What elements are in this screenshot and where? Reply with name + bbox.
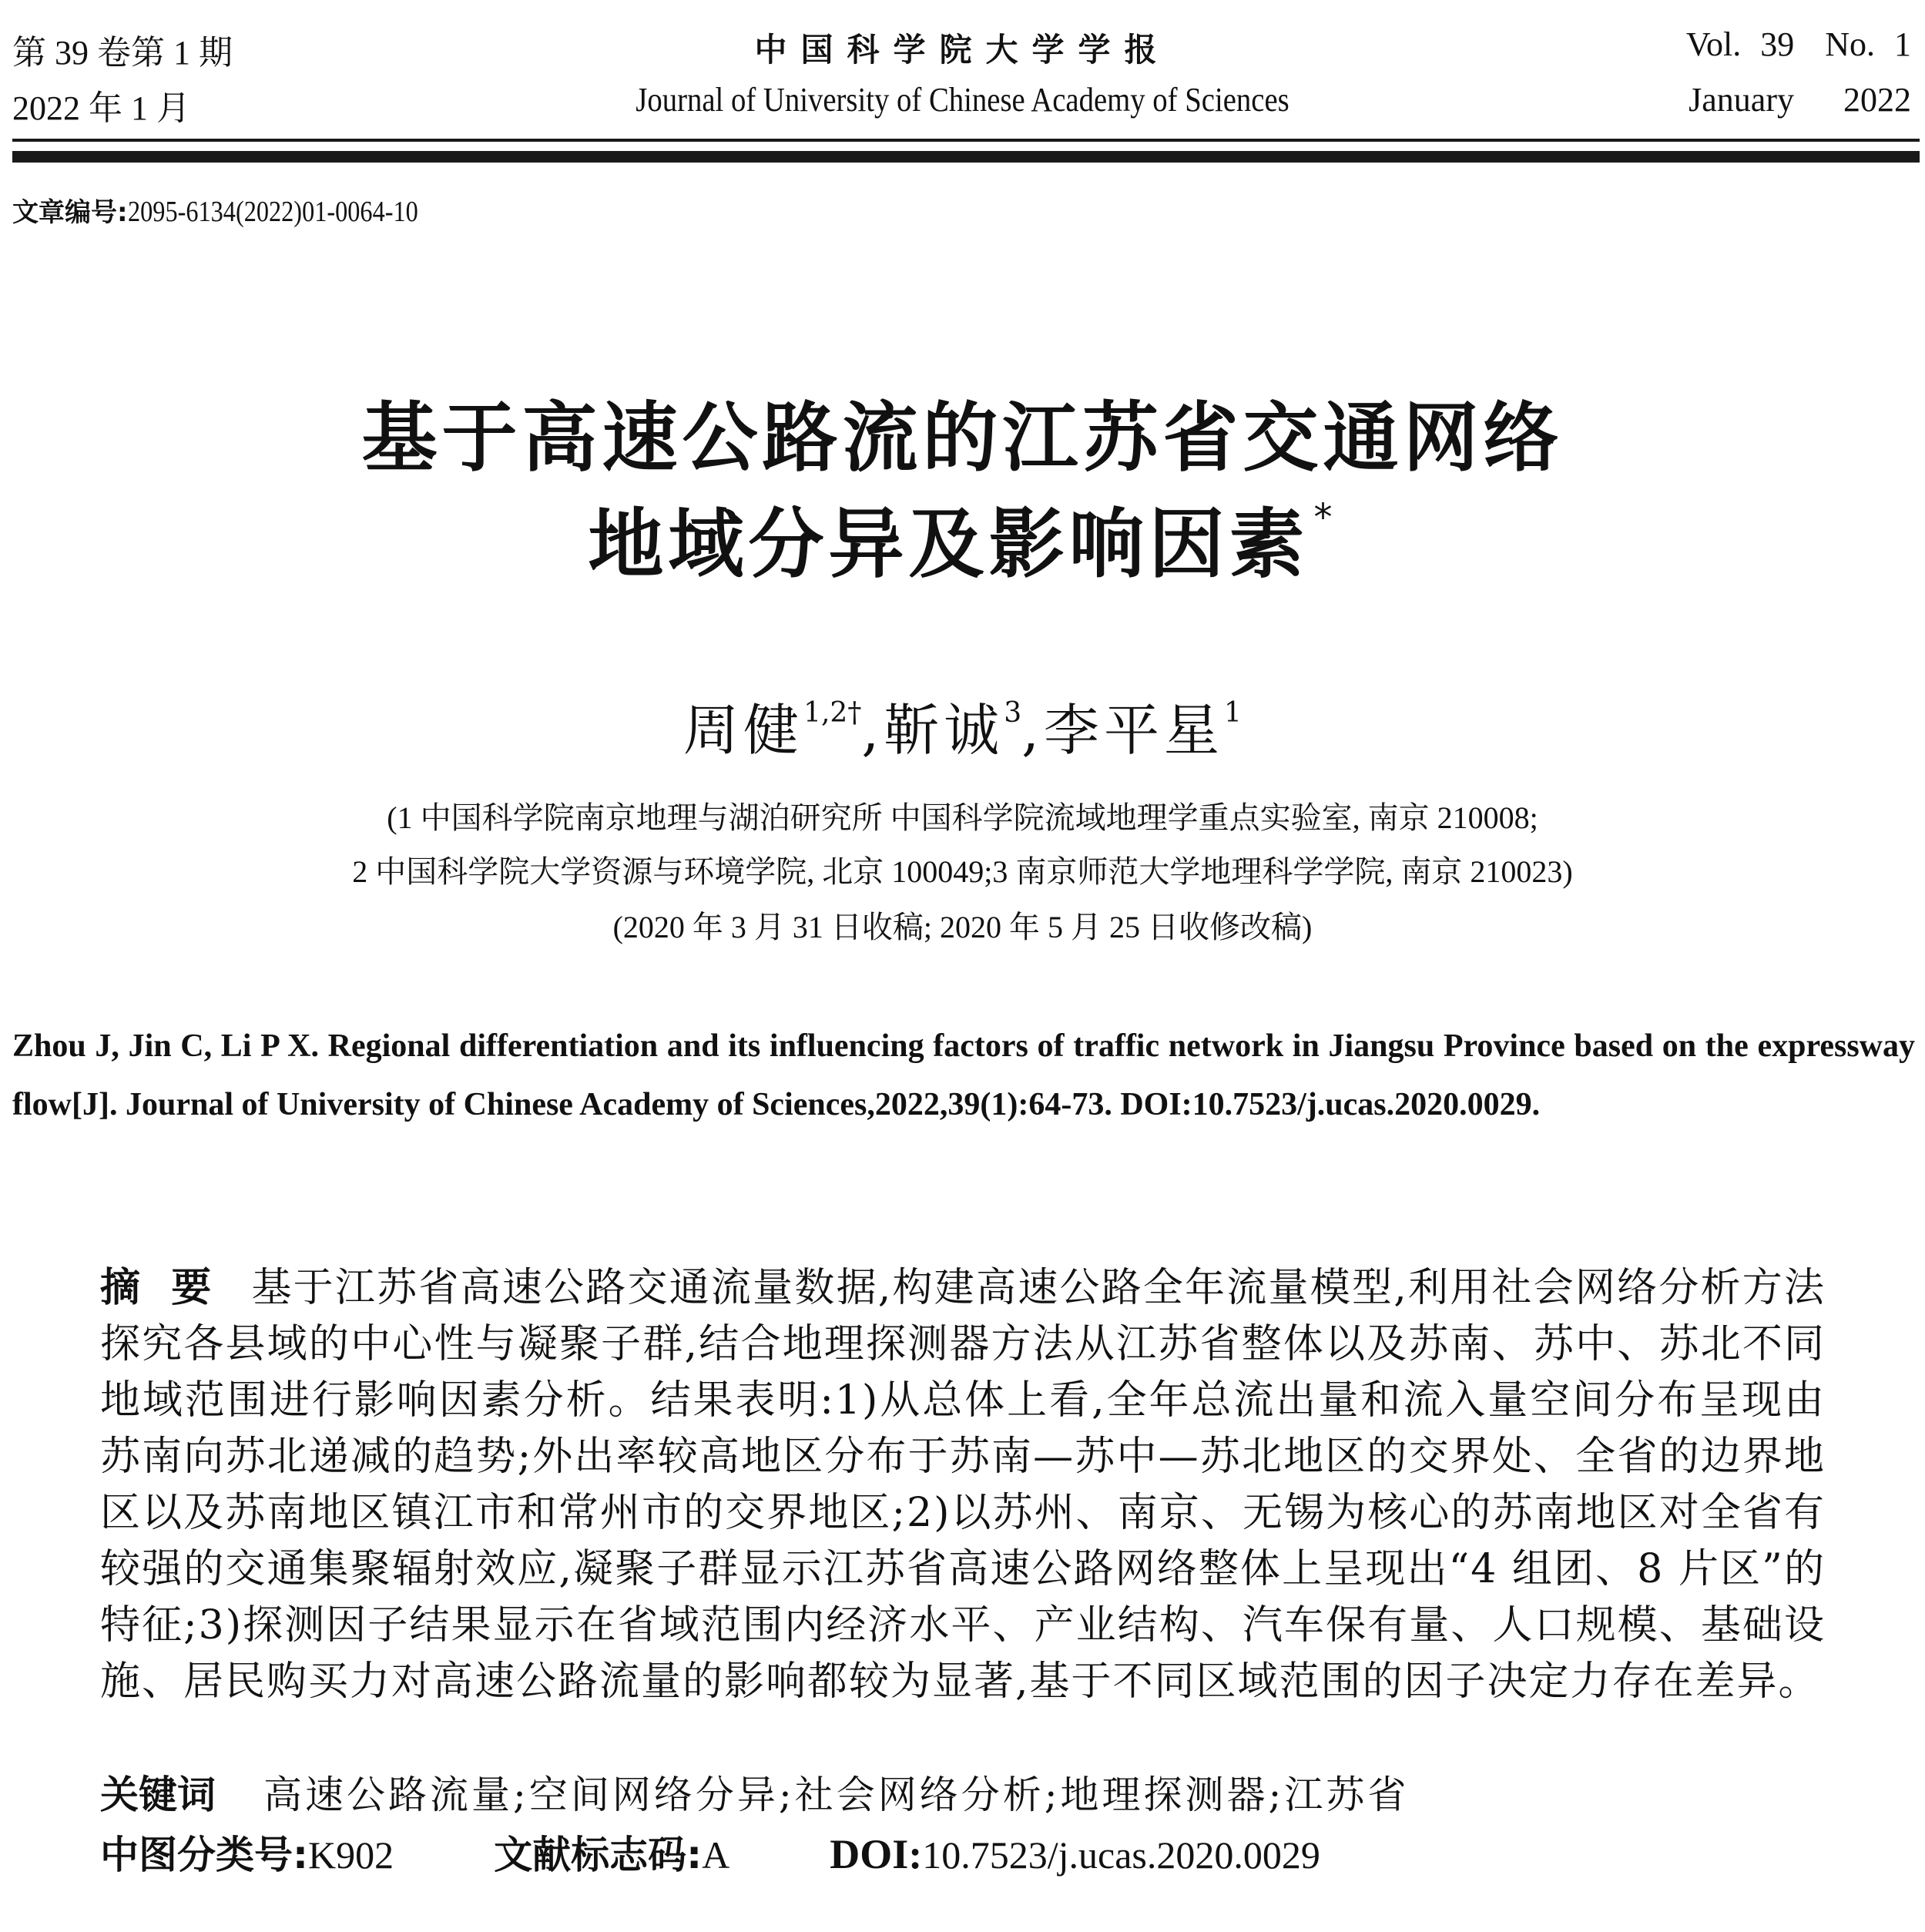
journal-name-en: Journal of University of Chinese Academy of Sciences: [636, 81, 1289, 119]
abstract-label: 摘要: [100, 1265, 243, 1311]
author-affil-mark: 1,2†: [803, 697, 862, 729]
doi-label: DOI:: [830, 1831, 923, 1877]
clc-label: 中图分类号:: [100, 1833, 308, 1877]
author-list: [0, 686, 1925, 766]
affiliation-line-2: 2 中国科学院大学资源与环境学院, 北京 100049;3 南京师范大学地理科学学院, 南京 210023): [352, 854, 1573, 889]
author-separator: ,: [861, 698, 884, 763]
header-rule-thick: [12, 151, 1920, 163]
doc-code-value: A: [702, 1833, 730, 1877]
article-number-value: 2095-6134(2022)01-0064-10: [127, 196, 418, 228]
doc-code-label: 文献标志码:: [494, 1833, 703, 1877]
journal-name-cn: 中国科学院大学学报: [754, 31, 1171, 69]
volume: Vol. 39: [1685, 25, 1795, 63]
volume-number: [1686, 25, 1911, 64]
abstract-text: 基于江苏省高速公路交通流量数据,构建高速公路全年流量模型,利用社会网络分析方法探究各县域的中心性与凝聚子群,结合地理探测器方法从江苏省整体以及苏南、苏中、苏北不同地域范围进行影响因素分析。结果表明:1)从总体上看,全年总流出量和流入量空间分布呈现由苏南向苏北递减的趋势;外出率较高地区分布于苏南—苏中—苏北地区的交界处、全省的边界地区以及苏南地区镇江市和常州市的交界地区;2)以苏州、南京、无锡为核心的苏南地区对全省有较强的交通集聚辐射效应,凝聚子群显示江苏省高速公路网络整体上呈现出“4 组团、8 片区”的特征;3)探测因子结果显示在省域范围内经济水平、产业结构、汽车保有量、人口规模、基础设施、居民购买力对高速公路流量的影响都较为显著,基于不同区域范围的因子决定力存在差异。: [100, 1265, 1826, 1705]
author-affil-mark: 1: [1224, 697, 1242, 729]
author-separator: ,: [1021, 698, 1045, 763]
article-number: [12, 191, 469, 229]
paper-title-line-2: [0, 484, 1925, 592]
paper-title-line-2-text: 地域分异及影响因素: [588, 501, 1310, 589]
author: [861, 698, 1021, 763]
abstract: [100, 1260, 1826, 1710]
author-name: 周健: [683, 698, 804, 763]
title-footnote-mark: *: [1313, 496, 1337, 539]
keywords-label: 关键词: [100, 1773, 216, 1817]
author-affil-mark: 3: [1004, 697, 1022, 729]
keywords: [100, 1764, 1409, 1820]
clc-value: K902: [308, 1833, 394, 1877]
issue-label: 第 39 卷第 1 期: [12, 34, 233, 72]
article-number-label: 文章编号:: [12, 197, 128, 228]
received-dates: (2020 年 3 月 31 日收稿; 2020 年 5 月 25 日收修改稿): [612, 910, 1313, 944]
issue-date: 2022 年 1 月: [12, 89, 190, 127]
keywords-text: 高速公路流量;空间网络分异;社会网络分析;地理探测器;江苏省: [263, 1773, 1410, 1817]
number: No. 1: [1825, 25, 1911, 63]
classification-line: [100, 1824, 1320, 1880]
month: January: [1689, 81, 1794, 119]
header-rule-thin: [12, 139, 1920, 142]
year: 2022: [1843, 81, 1911, 119]
month-year: [1689, 80, 1911, 119]
citation: Zhou J, Jin C, Li P X. Regional differentiation and its influencing factors of traffic network in Jiangsu Province based on the expressway flow[J]. Journal of University of Chinese Academy of Sciences,2022,39(1):64-73. DOI:10.7523/j.ucas.2020.0029.: [12, 1028, 1915, 1122]
doi-value: 10.7523/j.ucas.2020.0029: [922, 1833, 1320, 1877]
author: [1021, 698, 1242, 763]
paper-title-line-1: 基于高速公路流的江苏省交通网络: [361, 394, 1564, 482]
affiliation-line-1: (1 中国科学院南京地理与湖泊研究所 中国科学院流域地理学重点实验室, 南京 210008;: [387, 800, 1538, 835]
author-name: 李平星: [1044, 698, 1225, 763]
author-name: 靳诚: [884, 698, 1004, 763]
author: [683, 698, 861, 763]
